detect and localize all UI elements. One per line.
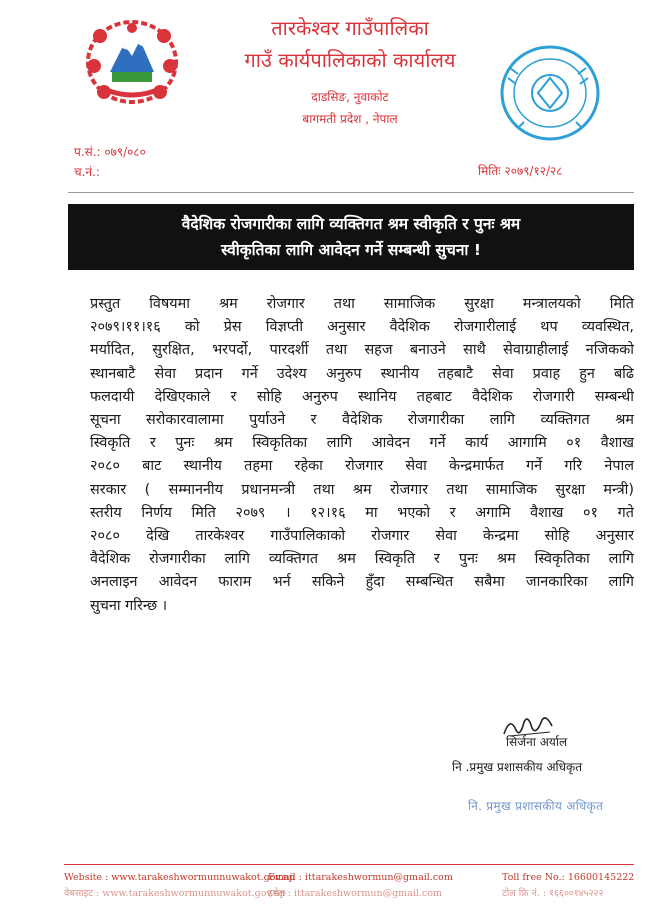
office-name: तारकेश्वर गाउँपालिका — [271, 16, 429, 40]
body-line: सुचना गरिन्छ । — [90, 597, 168, 614]
office-subtitle: गाउँ कार्यपालिकाको कार्यालय — [244, 48, 456, 72]
notice-title-line-2: स्वीकृतिका लागि आवेदन गर्ने सम्बन्धी सुचना ! — [221, 241, 481, 259]
dispatch-number: च.नं.: — [74, 165, 100, 179]
footer-toll-free-np: टोल फ्रि नं. : १६६००१४५२२२ — [502, 888, 604, 899]
body-line: २०७९।११।१६ को प्रेस विज्ञप्ती अनुसार वैदेशिक रोजगारीलाई थप व्यवस्थित, — [90, 319, 634, 336]
body-line: २०८० देखि तारकेश्वर गाउँपालिकाको रोजगार सेवा केन्द्रमा सोहि अनुसार — [90, 528, 634, 545]
body-line: सूचना सरोकारवालामा पुर्याउने र वैदेशिक रोजगारीका लागि व्यक्तिगत श्रम — [90, 412, 634, 429]
body-line: सरकार ( सम्माननीय प्रधानमन्त्री तथा श्रम रोजगार तथा सामाजिक सुरक्षा मन्त्री) — [90, 481, 634, 498]
footer-website: Website : www.tarakeshwormunnuwakot.gov.np — [64, 872, 295, 883]
body-line: २०८० बाट स्थानीय तहमा रहेका रोजगार सेवा केन्द्रमार्फत गर्ने गरि नेपाल — [90, 458, 634, 475]
notice-body — [90, 293, 634, 618]
office-seal-icon — [488, 38, 608, 148]
body-line: प्रस्तुत विषयमा श्रम रोजगार तथा सामाजिक सुरक्षा मन्त्रालयको मिति — [90, 296, 634, 312]
address-line-2: बागमती प्रदेश , नेपाल — [302, 112, 398, 126]
footer-website-np: वेबसाइट : www.tarakeshwormunnuwakot.gov.np — [64, 888, 286, 899]
body-line: वैदेशिक रोजगारीका लागि व्यक्तिगत श्रम स्विकृति र पुनः श्रम स्विकृतिका लागि — [90, 551, 634, 568]
body-line: स्तरीय निर्णय मिति २०७९ । १२।१६ मा भएको र अगामि वैशाख ०१ गते — [90, 504, 634, 521]
designation-stamp: नि. प्रमुख प्रशासकीय अधिकृत — [468, 799, 604, 813]
notice-title-line-1: वैदेशिक रोजगारीका लागि व्यक्तिगत श्रम स्वीकृति र पुनः श्रम — [181, 215, 521, 233]
body-line: अनलाइन आवेदन फाराम भर्न सकिने हुँदा सम्बन्धित सबैमा जानकारिका लागि — [90, 574, 634, 591]
body-line: स्विकृति र पुनः श्रम स्विकृतिका लागि आवेदन गर्ने कार्य आगामि ०१ वैशाख — [90, 435, 634, 452]
footer-email-np: इमेल : ittarakeshwormun@gmail.com — [268, 888, 442, 899]
address-line-1: दाडसिङ, नुवाकोट — [311, 90, 389, 104]
footer-divider — [64, 864, 634, 865]
footer-email: Email : ittarakeshwormun@gmail.com — [268, 872, 453, 883]
body-line: स्थानबाटै सेवा प्रदान गर्ने उदेश्य अनुरुप स्थानीय तहबाटै सेवा प्रवाह हुन बढि — [90, 365, 634, 382]
signatory-title: नि .प्रमुख प्रशासकीय अधिकृत — [452, 760, 583, 774]
nepal-emblem-icon — [82, 14, 182, 106]
signatory-name: सिर्जना अर्याल — [506, 735, 568, 749]
notice-title-banner — [68, 204, 634, 270]
body-line: फलदायी देखिएकाले र सोहि अनुरुप स्थानिय तहबाट वैदेशिक रोजगारी सम्बन्धी — [90, 388, 634, 405]
footer-toll-free: Toll free No.: 16600145222 — [502, 872, 635, 883]
letter-date: मितिः २०७९/१२/२८ — [478, 164, 563, 178]
body-line: मर्यादित, सुरक्षित, भरपर्दो, पारदर्शी तथा सहज बनाउने साथै सेवाग्राहीलाई नजिकको — [90, 342, 634, 359]
header-divider — [68, 192, 634, 193]
letter-number: प.सं.: ०७९/०८० — [74, 145, 146, 159]
